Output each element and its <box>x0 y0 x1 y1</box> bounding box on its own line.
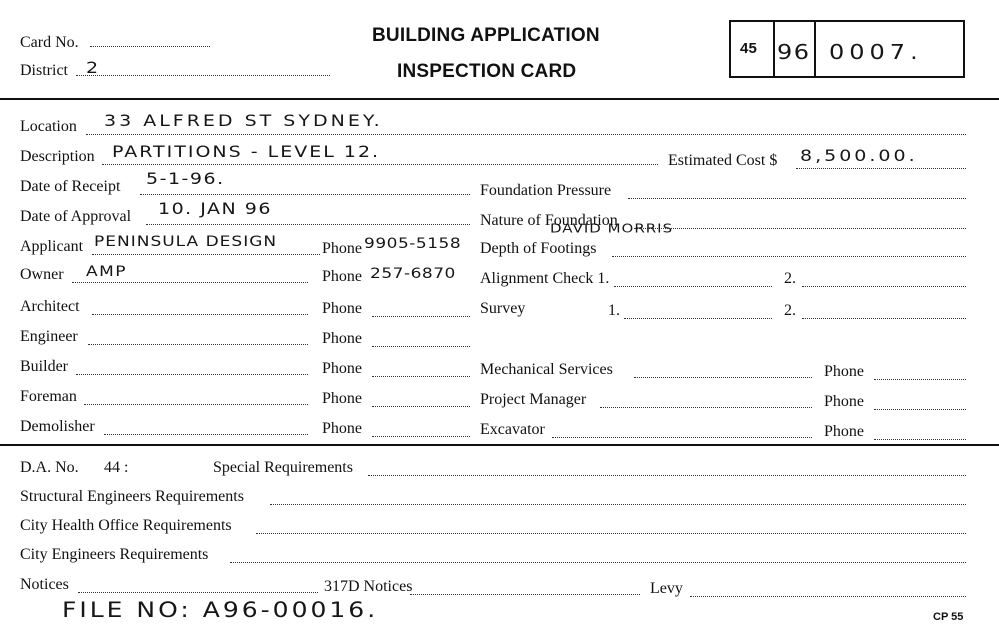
description-label: Description <box>20 148 95 165</box>
box-prefix: 45 <box>740 40 758 57</box>
date-of-receipt-line[interactable] <box>140 194 470 195</box>
survey-1-label: 1. <box>608 302 620 319</box>
date-of-approval-line[interactable] <box>146 224 470 225</box>
levy-label: Levy <box>650 580 683 597</box>
project-manager-label: Project Manager <box>480 391 587 408</box>
nature-of-foundation-label: Nature of Foundation <box>480 212 618 229</box>
builder-phone-label: Phone <box>322 360 362 377</box>
structural-engineers-line[interactable] <box>270 504 966 505</box>
date-of-approval-label: Date of Approval <box>20 208 132 225</box>
mechanical-services-line[interactable] <box>634 377 812 378</box>
notices-line[interactable] <box>78 592 318 593</box>
card-no-label: Card No. <box>20 34 79 51</box>
engineer-phone-line[interactable] <box>372 346 470 347</box>
demolisher-label: Demolisher <box>20 418 95 435</box>
notices-317d-line[interactable] <box>410 594 640 595</box>
excavator-line[interactable] <box>552 437 812 438</box>
project-manager-line[interactable] <box>600 407 812 408</box>
alignment-check-2-line[interactable] <box>802 286 966 287</box>
applicant-line[interactable] <box>92 254 320 255</box>
foreman-label: Foreman <box>20 388 77 405</box>
location-line[interactable] <box>86 134 966 135</box>
depth-of-footings-label: Depth of Footings <box>480 240 597 257</box>
special-requirements-label: Special Requirements <box>213 459 353 476</box>
file-number: FILE NO: A96-00016. <box>62 597 379 622</box>
foundation-pressure-line[interactable] <box>628 198 966 199</box>
survey-2-label: 2. <box>784 302 796 319</box>
mechanical-services-label: Mechanical Services <box>480 361 613 378</box>
alignment-check-label: Alignment Check 1. <box>480 270 610 287</box>
date-of-receipt-label: Date of Receipt <box>20 178 121 195</box>
card-no-line[interactable] <box>90 46 210 47</box>
estimated-cost-label: Estimated Cost $ <box>668 152 778 169</box>
engineer-label: Engineer <box>20 328 78 345</box>
applicant-phone-value: 9905-5158 <box>364 235 462 252</box>
nature-of-foundation-line[interactable] <box>634 228 966 229</box>
notices-label: Notices <box>20 576 69 593</box>
levy-line[interactable] <box>690 596 966 597</box>
depth-of-footings-line[interactable] <box>612 256 966 257</box>
foreman-phone-line[interactable] <box>372 406 470 407</box>
owner-label: Owner <box>20 266 64 283</box>
city-health-label: City Health Office Requirements <box>20 517 232 534</box>
mechanical-phone-label: Phone <box>824 363 864 380</box>
box-number: 0007. <box>829 40 923 64</box>
foundation-pressure-label: Foundation Pressure <box>480 182 612 199</box>
project-manager-phone-line[interactable] <box>874 409 966 410</box>
box-year: 96 <box>777 40 811 64</box>
project-manager-phone-label: Phone <box>824 393 864 410</box>
applicant-value: PENINSULA DESIGN <box>94 233 278 250</box>
district-label: District <box>20 62 68 79</box>
date-of-approval-value: 10. JAN 96 <box>158 199 272 218</box>
demolisher-phone-line[interactable] <box>372 436 470 437</box>
builder-line[interactable] <box>76 374 308 375</box>
alignment-check-2-label: 2. <box>784 270 796 287</box>
architect-label: Architect <box>20 298 80 315</box>
engineer-line[interactable] <box>88 344 308 345</box>
builder-label: Builder <box>20 358 68 375</box>
foreman-phone-label: Phone <box>322 390 362 407</box>
header-divider <box>0 98 999 100</box>
structural-engineers-label: Structural Engineers Requirements <box>20 488 244 505</box>
demolisher-line[interactable] <box>104 434 308 435</box>
da-no-label: D.A. No. <box>20 459 79 476</box>
title-line-2: INSPECTION CARD <box>397 61 577 82</box>
applicant-phone-label: Phone <box>322 240 362 257</box>
city-health-line[interactable] <box>256 533 966 534</box>
architect-phone-label: Phone <box>322 300 362 317</box>
owner-line[interactable] <box>72 282 308 283</box>
date-of-receipt-value: 5-1-96. <box>146 169 225 188</box>
survey-1-line[interactable] <box>624 318 772 319</box>
builder-phone-line[interactable] <box>372 376 470 377</box>
owner-phone-value: 257-6870 <box>370 265 456 282</box>
city-engineers-line[interactable] <box>230 562 966 563</box>
foreman-line[interactable] <box>84 404 308 405</box>
owner-value: AMP <box>86 263 128 280</box>
location-label: Location <box>20 118 77 135</box>
architect-line[interactable] <box>92 314 308 315</box>
architect-phone-line[interactable] <box>372 316 470 317</box>
nature-of-foundation-value: DAVID MORRIS <box>550 220 674 236</box>
city-engineers-label: City Engineers Requirements <box>20 546 209 563</box>
description-value: PARTITIONS - LEVEL 12. <box>112 142 381 161</box>
form-code: CP 55 <box>933 611 964 623</box>
applicant-label: Applicant <box>20 238 84 255</box>
survey-2-line[interactable] <box>802 318 966 319</box>
notices-317d-label: 317D Notices <box>324 578 413 595</box>
engineer-phone-label: Phone <box>322 330 362 347</box>
description-line[interactable] <box>102 164 658 165</box>
district-value: 2 <box>86 58 100 77</box>
excavator-phone-label: Phone <box>824 423 864 440</box>
location-value: 33 ALFRED ST SYDNEY. <box>104 111 383 130</box>
demolisher-phone-label: Phone <box>322 420 362 437</box>
excavator-label: Excavator <box>480 421 545 438</box>
mechanical-phone-line[interactable] <box>874 379 966 380</box>
owner-phone-label: Phone <box>322 268 362 285</box>
special-requirements-line[interactable] <box>368 475 966 476</box>
estimated-cost-value: 8,500.00. <box>800 146 918 165</box>
survey-label: Survey <box>480 300 526 317</box>
excavator-phone-line[interactable] <box>874 439 966 440</box>
title-line-1: BUILDING APPLICATION <box>372 25 600 46</box>
estimated-cost-line[interactable] <box>796 168 966 169</box>
lower-divider <box>0 444 999 446</box>
da-no-value: 44 : <box>104 459 129 476</box>
district-line[interactable] <box>76 75 330 76</box>
alignment-check-1-line[interactable] <box>614 286 772 287</box>
application-number-box <box>729 20 965 78</box>
